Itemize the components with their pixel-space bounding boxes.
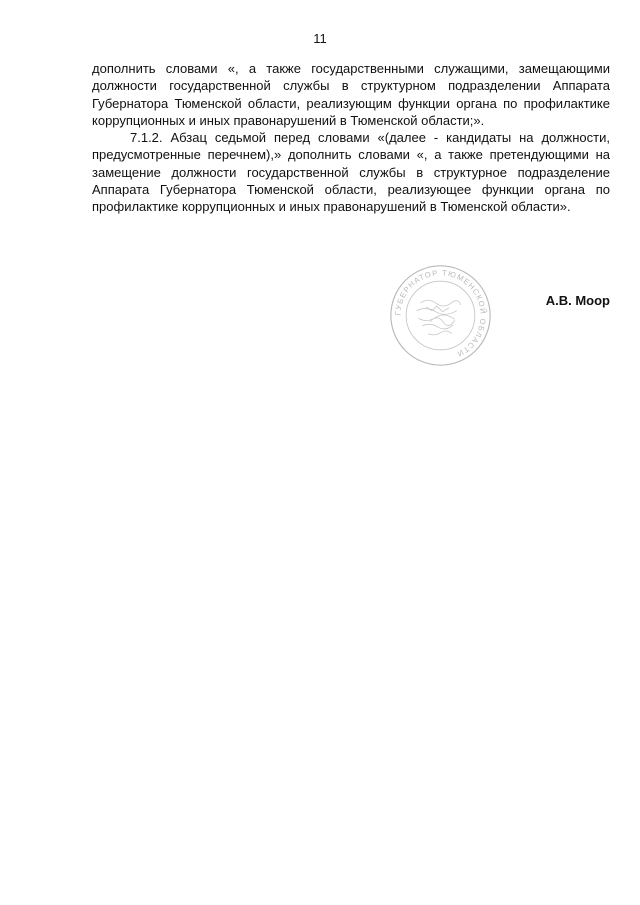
page-number: 11 <box>313 31 327 46</box>
signature-block <box>380 258 610 368</box>
paragraph-7-1-2: 7.1.2. Абзац седьмой перед словами «(далее - кандидаты на должности, предусмотренные перечнем),» дополнить словами «, а также претендующими на замещение должности государственной службы в структурное подразделение Аппарата Губернатора Тюменской области, реализующее функции органа по профилактике коррупционных и иных правонарушений в Тюменской области». <box>92 130 610 215</box>
signatory-name: А.В. Моор <box>545 293 610 308</box>
document-body <box>92 60 610 216</box>
stamp-emblem-scribble <box>417 300 461 335</box>
paragraph-amendment-text: дополнить словами «, а также государственными служащими, замещающими должности государственной службы в структурном подразделении Аппарата Губернатора Тюменской области, реализующим функции органа по профилактике коррупционных и иных правонарушений в Тюменской области;». <box>92 61 610 128</box>
stamp-ring-text: ГУБЕРНАТОР ТЮМЕНСКОЙ ОБЛАСТИ <box>393 268 488 359</box>
official-seal-stamp <box>388 263 493 368</box>
